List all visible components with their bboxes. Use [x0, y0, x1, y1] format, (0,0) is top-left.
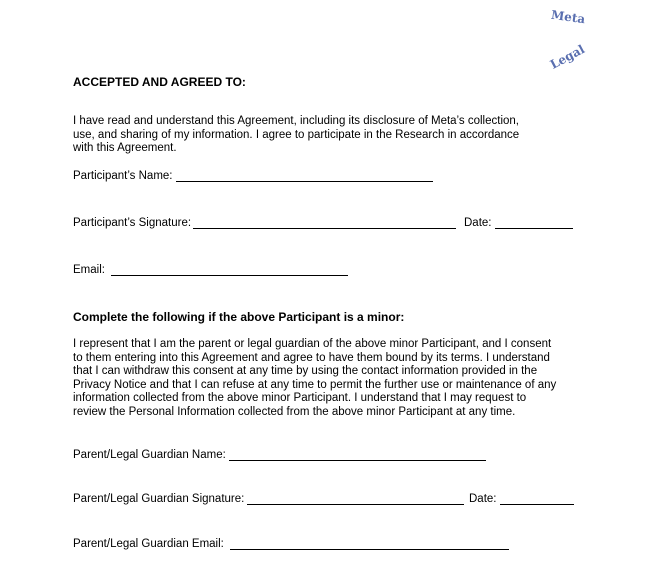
guardian-email-label: Parent/Legal Guardian Email: — [73, 538, 224, 550]
guardian-date-field[interactable] — [469, 492, 574, 505]
accepted-heading: ACCEPTED AND AGREED TO: — [73, 75, 246, 89]
participant-name-label: Participant’s Name: — [73, 170, 173, 182]
consent-line: review the Personal Information collected from the above minor Participant at any time. — [73, 405, 516, 418]
participant-date-label: Date: — [464, 217, 492, 229]
guardian-name-field[interactable] — [73, 448, 486, 461]
guardian-date-label: Date: — [469, 493, 497, 505]
participant-name-field[interactable] — [73, 169, 433, 182]
guardian-signature-line[interactable] — [247, 492, 464, 505]
legal-stamp-text: Legal — [547, 42, 587, 72]
guardian-email-field[interactable] — [73, 537, 509, 550]
guardian-date-line[interactable] — [500, 492, 574, 505]
guardian-signature-field[interactable] — [73, 492, 464, 505]
guardian-name-line[interactable] — [229, 448, 486, 461]
participant-email-label: Email: — [73, 264, 105, 276]
agreement-line: with this Agreement. — [73, 142, 177, 154]
participant-email-field[interactable] — [73, 263, 348, 276]
consent-line: I represent that I am the parent or legal guardian of the above minor Participant, and I consent — [73, 338, 552, 350]
guardian-signature-label: Parent/Legal Guardian Signature: — [73, 493, 245, 505]
participant-email-line[interactable] — [111, 263, 348, 276]
guardian-email-line[interactable] — [230, 537, 509, 550]
participant-signature-line[interactable] — [193, 216, 456, 229]
participant-date-line[interactable] — [495, 216, 573, 229]
participant-signature-field[interactable] — [73, 216, 456, 229]
agreement-paragraph — [73, 115, 519, 156]
consent-line: information collected from the above minor Participant. I understand that I may request to — [73, 392, 527, 404]
participant-name-line[interactable] — [176, 169, 433, 182]
guardian-consent-paragraph — [73, 338, 556, 419]
meta-stamp-text: Meta — [550, 7, 587, 27]
minor-heading: Complete the following if the above Participant is a minor: — [73, 310, 405, 324]
agreement-line: I have read and understand this Agreement, including its disclosure of Meta’s collection, — [73, 115, 519, 127]
guardian-name-label: Parent/Legal Guardian Name: — [73, 449, 226, 461]
consent-line: to them entering into this Agreement and agree to have them bound by its terms. I understand — [73, 351, 550, 364]
consent-line: that I can withdraw this consent at any time by using the contact information provided in the — [73, 365, 538, 377]
participant-signature-label: Participant’s Signature: — [73, 217, 192, 229]
agreement-line: use, and sharing of my information. I agree to participate in the Research in accordance — [73, 128, 520, 141]
consent-line: Privacy Notice and that I can refuse at any time to permit the further use or maintenance of any — [73, 378, 557, 391]
participant-date-field[interactable] — [464, 216, 573, 229]
